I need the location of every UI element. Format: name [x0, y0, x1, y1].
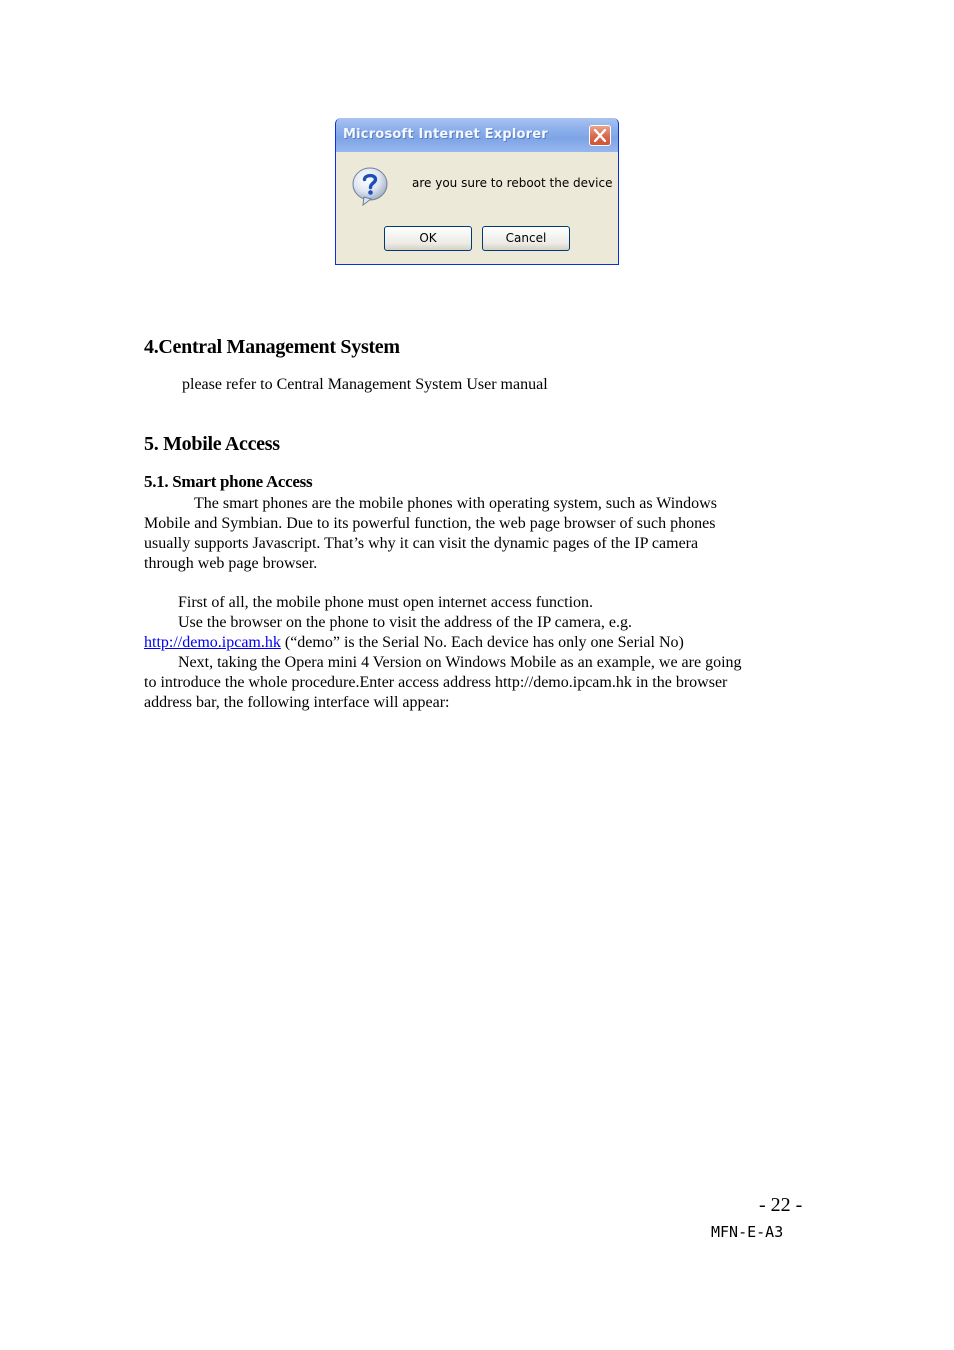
link-suffix-text: (“demo” is the Serial No. Each device has only one Serial No) — [280, 634, 684, 651]
paragraph-smart-phones — [144, 494, 814, 574]
close-button[interactable] — [589, 125, 611, 146]
question-icon — [350, 166, 390, 206]
text-line: to introduce the whole procedure.Enter access address http://demo.ipcam.hk in the browser — [144, 674, 728, 691]
text-line: Mobile and Symbian. Due to its powerful function, the web page browser of such phones — [144, 515, 716, 532]
close-icon — [594, 129, 606, 142]
document-id: MFN-E-A3 — [711, 1223, 784, 1241]
text-line: The smart phones are the mobile phones with operating system, such as Windows — [194, 495, 717, 512]
dialog-message: are you sure to reboot the device — [412, 176, 613, 190]
text-line: Next, taking the Opera mini 4 Version on Windows Mobile as an example, we are going — [178, 654, 742, 671]
cancel-button[interactable]: Cancel — [482, 226, 570, 251]
ok-button[interactable]: OK — [384, 226, 472, 251]
section-5-1-heading: 5.1. Smart phone Access — [144, 472, 313, 491]
section-4-heading: 4.Central Management System — [144, 336, 400, 358]
demo-link[interactable]: http://demo.ipcam.hk — [144, 634, 281, 651]
text-line — [144, 633, 814, 653]
text-line: address bar, the following interface will appear: — [144, 694, 450, 711]
text-line: First of all, the mobile phone must open internet access function. — [178, 594, 594, 611]
page-number: - 22 - — [759, 1194, 803, 1216]
reboot-confirm-dialog — [335, 118, 619, 265]
section-5-heading: 5. Mobile Access — [144, 433, 280, 455]
paragraph-instructions — [144, 593, 814, 713]
text-line: Use the browser on the phone to visit the address of the IP camera, e.g. — [178, 614, 632, 631]
dialog-title: Microsoft Internet Explorer — [343, 127, 548, 142]
text-line: through web page browser. — [144, 555, 318, 572]
section-4-text: please refer to Central Management System User manual — [182, 376, 548, 393]
text-line: usually supports Javascript. That’s why it can visit the dynamic pages of the IP camera — [144, 535, 699, 552]
dialog-titlebar — [336, 118, 618, 152]
